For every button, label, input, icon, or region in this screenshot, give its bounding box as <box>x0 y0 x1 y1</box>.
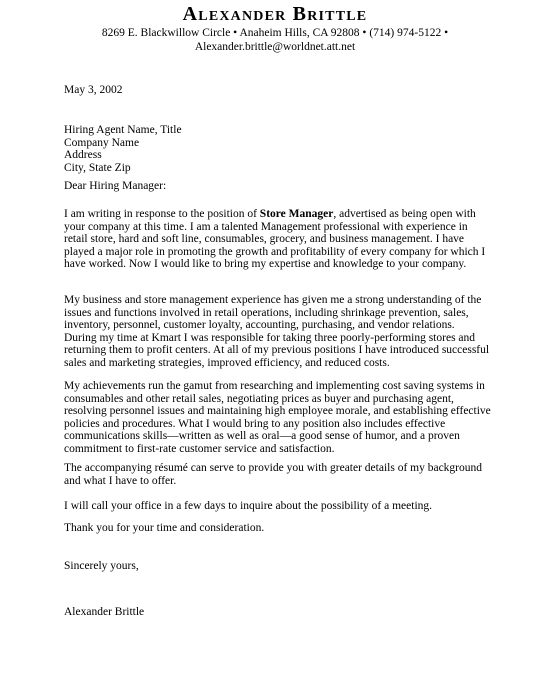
signature-name: Alexander Brittle <box>64 606 145 618</box>
paragraph-line: I will call your office in a few days to inquire about the possibility of a meeting. <box>64 500 433 512</box>
recipient-line: City, State Zip <box>64 161 131 174</box>
sender-email: Alexander.brittle@worldnet.att.net <box>194 41 356 53</box>
paragraph-line: My achievements run the gamut from researching and implementing cost saving systems in <box>64 380 485 392</box>
letterhead <box>0 2 550 54</box>
paragraph-experience <box>64 294 514 369</box>
paragraph-line: commitment to first-rate customer service and satisfaction. <box>64 442 335 455</box>
paragraph-resume <box>64 462 514 487</box>
recipient-line: Hiring Agent Name, Title <box>64 124 182 136</box>
paragraph-thanks <box>64 522 514 535</box>
paragraph-line: sales and marketing strategies, improved efficiency, and reduced costs. <box>64 356 390 369</box>
paragraph-line: issues and functions involved in retail operations, including shrinkage prevention, sales, <box>64 306 469 319</box>
paragraph-line: inventory, personnel, customer loyalty, accounting, purchasing, and vendor relations. <box>64 319 455 331</box>
paragraph-line: My business and store management experience has given me a strong understanding of the <box>64 294 482 306</box>
paragraph-achievements <box>64 380 514 455</box>
paragraph-line <box>64 208 514 221</box>
text-segment: I am writing in response to the position of <box>64 208 260 220</box>
recipient-line: Company Name <box>64 136 140 149</box>
salutation: Dear Hiring Manager: <box>64 180 167 192</box>
paragraph-line: communications skills—written as well as oral—a good sense of humor, and a proven <box>64 430 460 442</box>
recipient-line: Address <box>64 149 102 161</box>
paragraph-line: consumables and other retail sales, negotiating prices as buyer and purchasing agent, <box>64 392 454 405</box>
paragraph-line: returning them to profit centers. At all of my previous positions I have introduced successful <box>64 344 490 356</box>
sender-address: 8269 E. Blackwillow Circle • Anaheim Hills, CA 92808 • (714) 974-5122 • <box>101 27 449 39</box>
sender-name: Alexander Brittle <box>182 3 368 25</box>
text-segment: , advertised as being open with <box>333 208 476 220</box>
paragraph-line: and what I have to offer. <box>64 474 177 487</box>
paragraph-intro <box>64 208 514 271</box>
paragraph-line: The accompanying résumé can serve to provide you with greater details of my background <box>64 462 483 474</box>
paragraph-line: have worked. Now I would like to bring my expertise and knowledge to your company. <box>64 258 467 270</box>
paragraph-line: your company at this time. I am a talented Management professional with experience in <box>64 220 468 233</box>
position-title: Store Manager <box>259 208 334 220</box>
paragraph-line: Thank you for your time and consideration. <box>64 522 265 534</box>
paragraph-followup <box>64 500 514 513</box>
recipient-block <box>64 124 514 174</box>
letter-date: May 3, 2002 <box>64 84 123 96</box>
paragraph-line: retail store, hard and soft line, consumables, grocery, and business management. I have <box>64 233 465 245</box>
paragraph-line: played a major role in promoting the growth and profitability of every company for which I <box>64 245 486 258</box>
paragraph-line: During my time at Kmart I was responsible for taking three poorly-performing stores and <box>64 331 476 344</box>
paragraph-line: policies and procedures. What I would bring to any position also includes effective <box>64 417 446 430</box>
closing: Sincerely yours, <box>64 560 139 572</box>
paragraph-line: resolving personnel issues and maintaining high employee morale, and establishing effective <box>64 405 491 417</box>
